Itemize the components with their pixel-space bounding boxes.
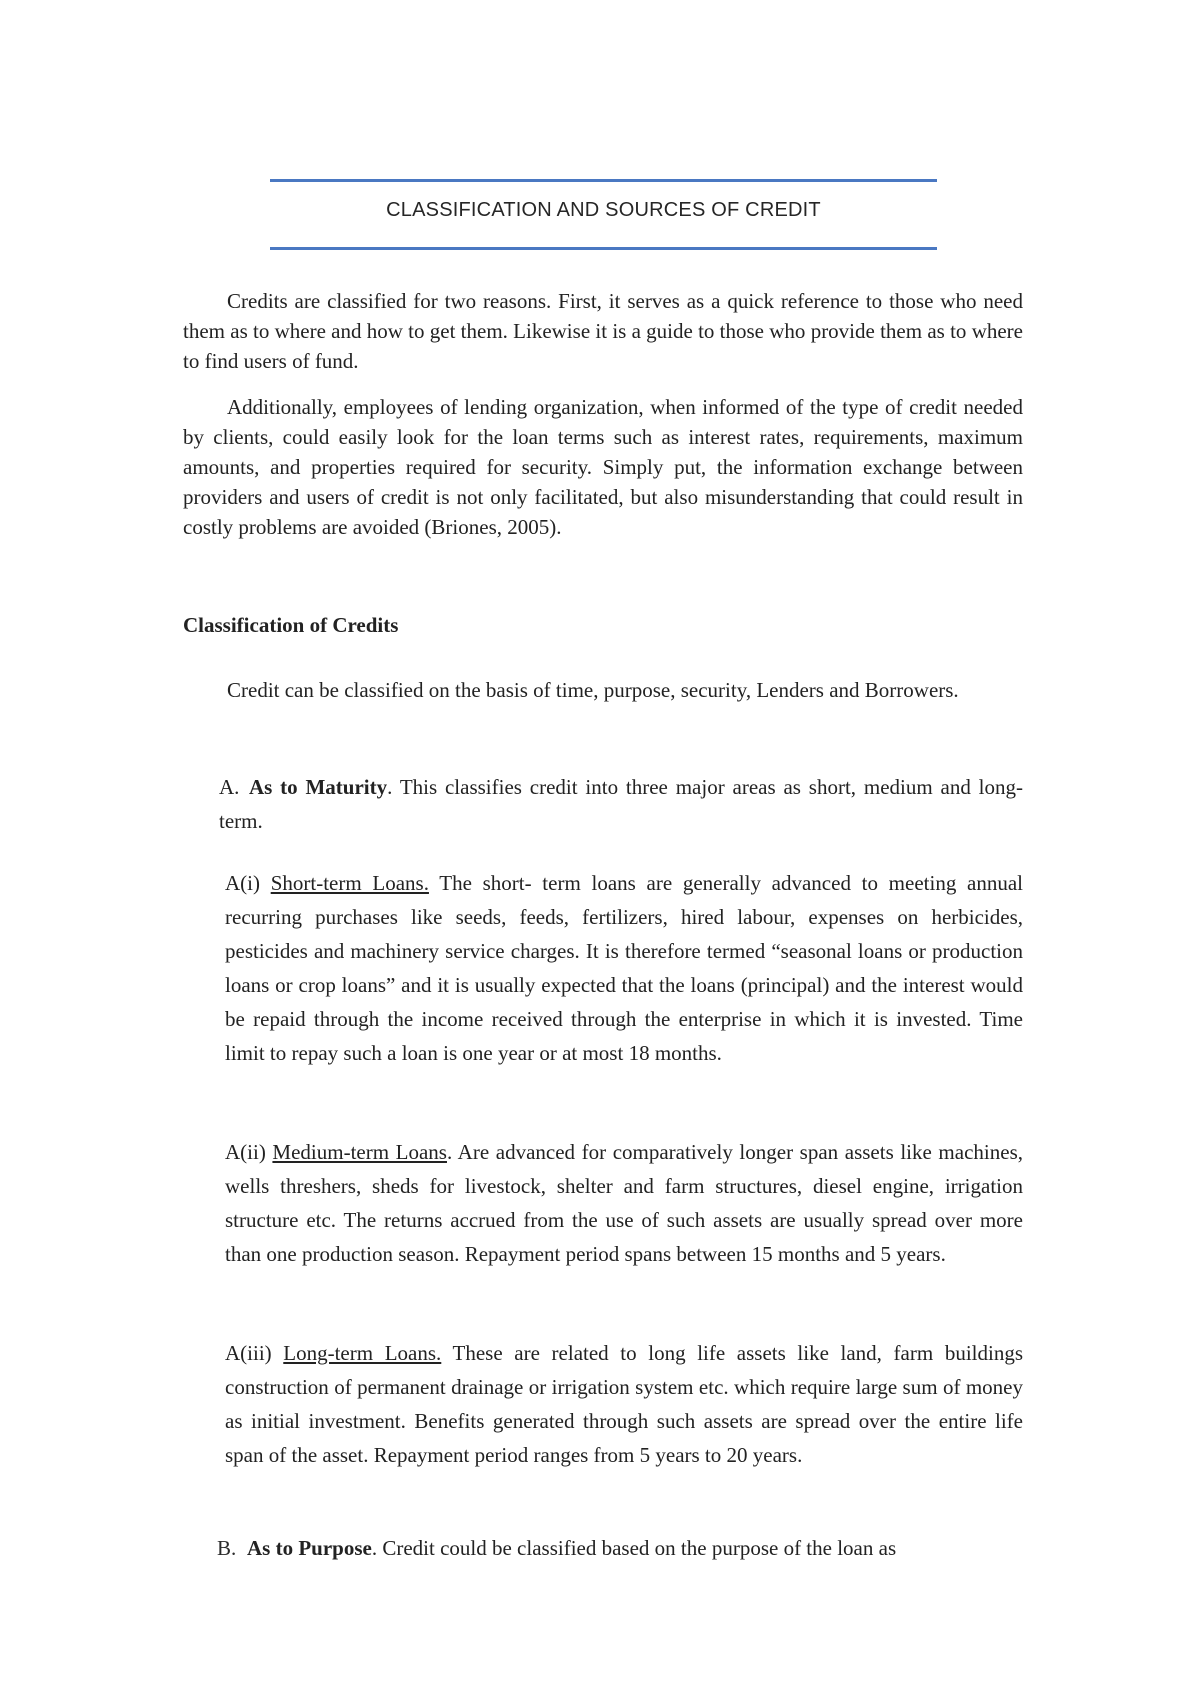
subitem-a3-text: These are related to long life assets like land, farm buildings construction of permanent drainage or irrigation system etc. which require large sum of money as initial investment. Benefits generated through such assets are spread over the entire life span of the asset. Repayment period ranges from 5 years to 20 years. (225, 1341, 1023, 1467)
classification-basis-paragraph: Credit can be classified on the basis of time, purpose, security, Lenders and Borrowers. (227, 678, 959, 702)
item-b-text: . Credit could be classified based on the purpose of the loan as (371, 1536, 897, 1560)
subitem-a2-medium-term (225, 1135, 1023, 1271)
subitem-a3-label: Long-term Loans. (283, 1341, 442, 1365)
subitem-a1-label: Short-term Loans. (270, 871, 429, 895)
item-a-maturity (219, 770, 1023, 838)
subitem-a2-text: . Are advanced for comparatively longer span assets like machines, wells threshers, sheds for livestock, shelter and farm structures, diesel engine, irrigation structure etc. The returns accrued from the use of such assets are usually spread over more than one production season. Repayment period spans between 15 months and 5 years. (225, 1140, 1023, 1266)
title-rule-bottom (270, 247, 937, 250)
item-a-text: . This classifies credit into three major areas as short, medium and long-term. (219, 775, 1023, 833)
item-b-label: As to Purpose (247, 1536, 372, 1560)
item-b-letter: B. (217, 1536, 237, 1560)
subitem-a3-long-term (225, 1336, 1023, 1472)
intro-paragraph-2: Additionally, employees of lending organization, when informed of the type of credit needed by clients, could easily look for the loan terms such as interest rates, requirements, maximum amounts, and properties required for security. Simply put, the information exchange between providers and users of credit is not only facilitated, but also misunderstanding that could result in costly problems are avoided (Briones, 2005). (183, 395, 1023, 539)
subitem-a3-prefix: A(iii) (225, 1341, 284, 1365)
subitem-a2-prefix: A(ii) (225, 1140, 273, 1164)
intro-paragraph-1: Credits are classified for two reasons. First, it serves as a quick reference to those who need them as to where and how to get them. Likewise it is a guide to those who provide them as to where to find users of fund. (183, 289, 1023, 373)
subitem-a1-text: The short- term loans are generally advanced to meeting annual recurring purchases like seeds, feeds, fertilizers, hired labour, expenses on herbicides, pesticides and machinery service charges. It is therefore termed “seasonal loans or production loans or crop loans” and it is usually expected that the loans (principal) and the interest would be repaid through the income received through the enterprise in which it is invested. Time limit to repay such a loan is one year or at most 18 months. (225, 871, 1023, 1065)
document-title: CLASSIFICATION AND SOURCES OF CREDIT (386, 199, 821, 221)
item-a-letter: A. (219, 775, 240, 799)
item-a-label: As to Maturity (249, 775, 388, 799)
subitem-a2-label: Medium-term Loans (272, 1140, 447, 1164)
subitem-a1-short-term (225, 866, 1023, 1070)
item-b-purpose (217, 1531, 1021, 1565)
section-heading: Classification of Credits (183, 613, 399, 637)
title-rule-top (270, 179, 937, 182)
subitem-a1-prefix: A(i) (225, 871, 271, 895)
